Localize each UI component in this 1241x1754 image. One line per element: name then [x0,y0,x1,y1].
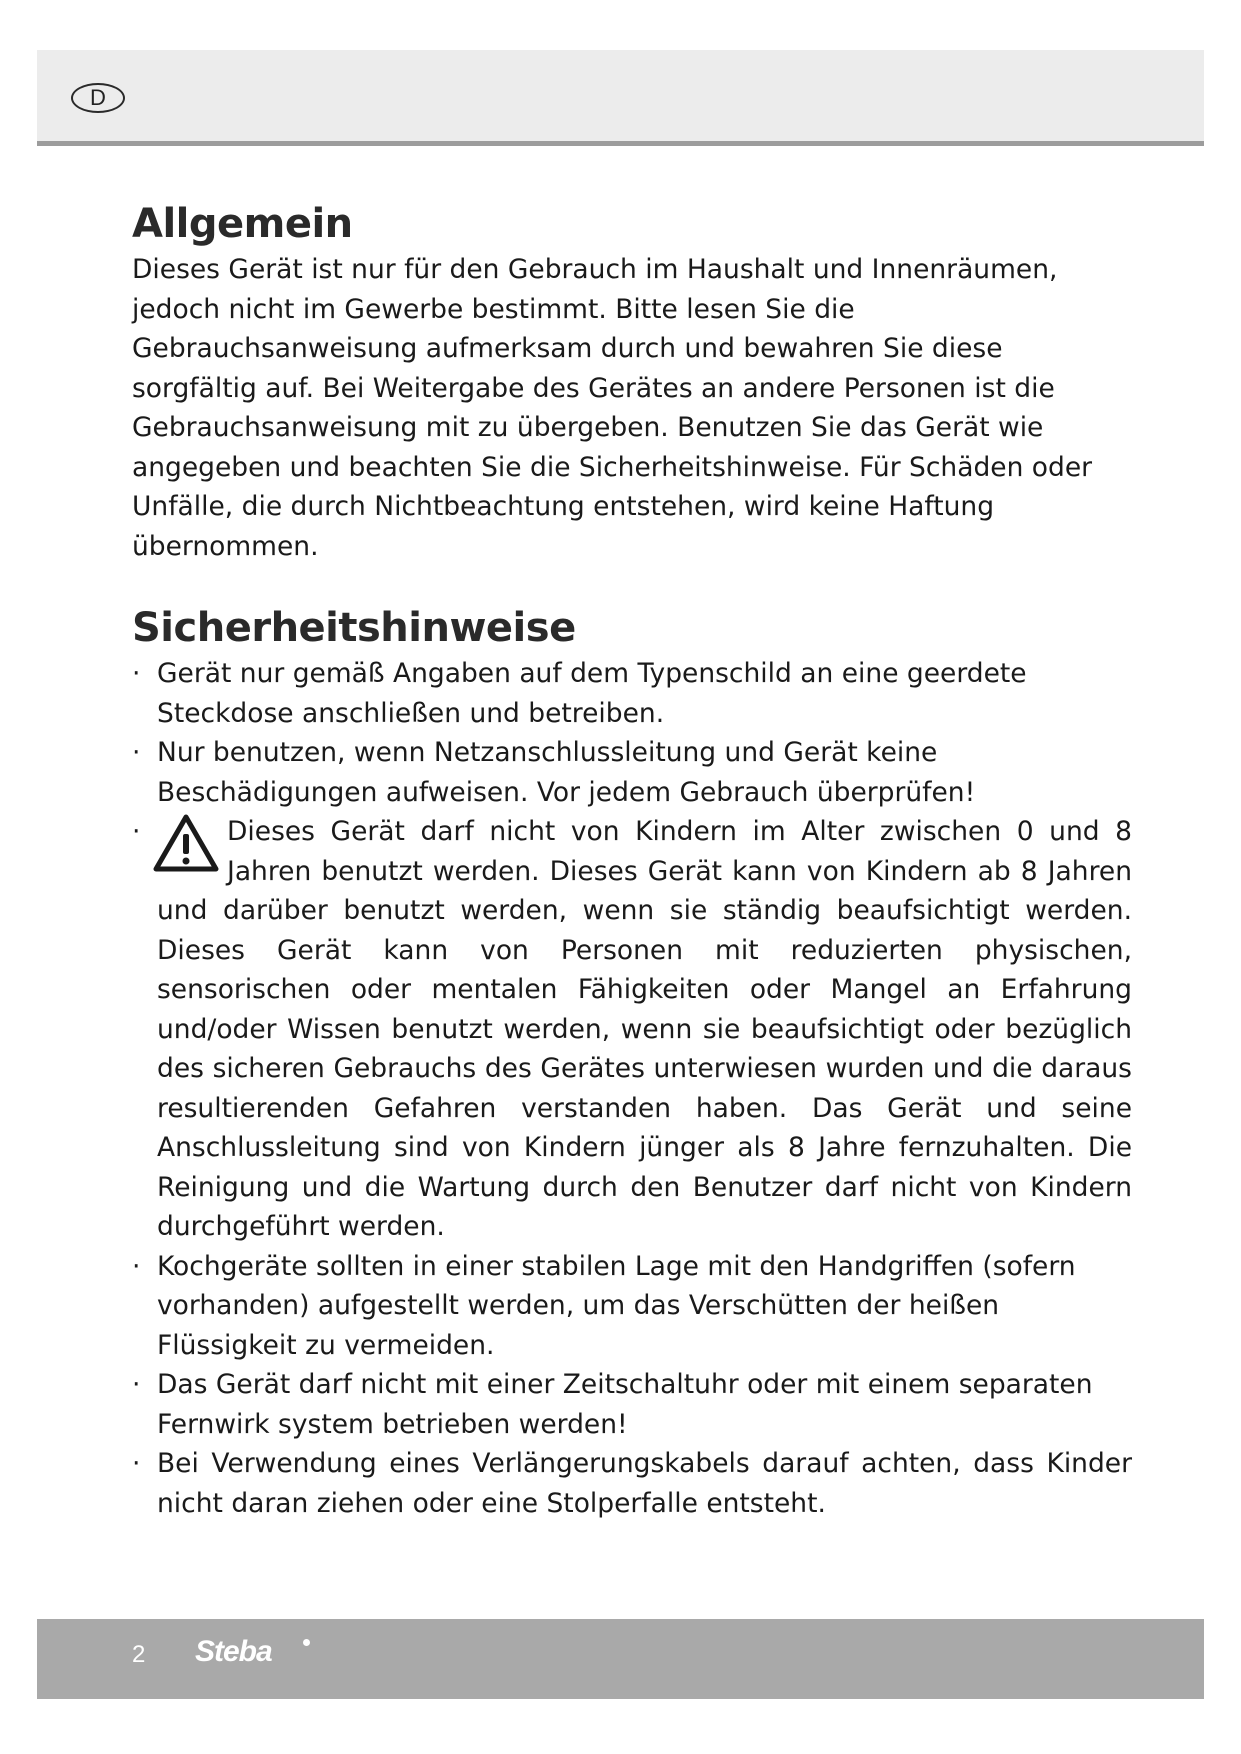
page-content [132,200,1132,1523]
list-item-text: Nur benutzen, wenn Netzanschlussleitung und Gerät keine Beschädigungen aufweisen. Vor jedem Gebrauch überprüfen! [157,737,976,808]
section-title-general: Allgemein [132,201,353,247]
list-item-text: Das Gerät darf nicht mit einer Zeitschaltuhr oder mit einem separaten Fernwirk system betrieben werden! [157,1369,1093,1440]
safety-list [132,654,1132,1523]
list-item [132,812,1132,1247]
warning-triangle-icon [151,812,221,876]
bullet-symbol: · [132,1369,141,1400]
page-footer [37,1619,1204,1699]
page-header [37,50,1204,146]
bullet-symbol: · [132,816,141,847]
registered-mark-icon [303,1639,310,1646]
brand-logo: Steba [195,1635,272,1668]
list-item [132,654,1132,733]
bullet-symbol: · [132,658,141,689]
page-number: 2 [132,1641,146,1668]
bullet-symbol: · [132,1250,141,1282]
bullet-symbol: · [132,1448,141,1479]
list-item [132,1444,1132,1523]
list-item-text: Dieses Gerät darf nicht von Kindern im Alter zwischen 0 und 8 Jahren benutzt werden. Dieses Gerät kann von Kindern ab 8 Jahren und darüber benutzt werden, wenn sie ständig beaufsichtigt werden. Dieses Gerät kann von Personen mit reduzierten physischen, sensorischen oder mentalen Fähigkeiten oder Mangel an Erfahrung und/oder Wissen benutzt werden, wenn sie beaufsichtigt oder bezüglich des sicheren Gebrauchs des Gerätes unterwiesen wurden und die daraus resultierenden Gefahren verstanden haben. Das Gerät und seine Anschlussleitung sind von Kindern jünger als 8 Jahre fernzuhalten. Die Reinigung und die Wartung durch den Benutzer darf nicht von Kindern durchgeführt werden. [157,816,1132,1242]
section-title-safety: Sicherheitshinweise [132,605,576,651]
general-text: Dieses Gerät ist nur für den Gebrauch im Haushalt und Innenräumen, jedoch nicht im Gewerbe bestimmt. Bitte lesen Sie die Gebrauchsanweisung aufmerksam durch und bewahren Sie diese sorgfältig auf. Bei Weitergabe des Gerätes an andere Personen ist die Gebrauchsanweisung mit zu übergeben. Benutzen Sie das Gerät wie angegeben und beachten Sie die Sicherheitshinweise. Für Schäden oder Unfälle, die durch Nichtbeachtung entstehen, wird keine Haftung übernommen. [132,254,1093,562]
list-item [132,1365,1132,1444]
list-item-text: Gerät nur gemäß Angaben auf dem Typenschild an eine geerdete Steckdose anschließen und betreiben. [157,658,1027,729]
list-item [132,1247,1132,1366]
bullet-symbol: · [132,737,141,768]
list-item-text: Bei Verwendung eines Verlängerungskabels darauf achten, dass Kinder nicht daran ziehen oder eine Stolperfalle entsteht. [157,1448,1132,1519]
language-badge: D [71,83,125,113]
list-item-text: Kochgeräte sollten in einer stabilen Lage mit den Handgriffen (sofern vorhanden) aufgestellt werden, um das Verschütten der heißen Flüssigkeit zu vermeiden. [157,1250,1076,1361]
list-item [132,733,1132,812]
